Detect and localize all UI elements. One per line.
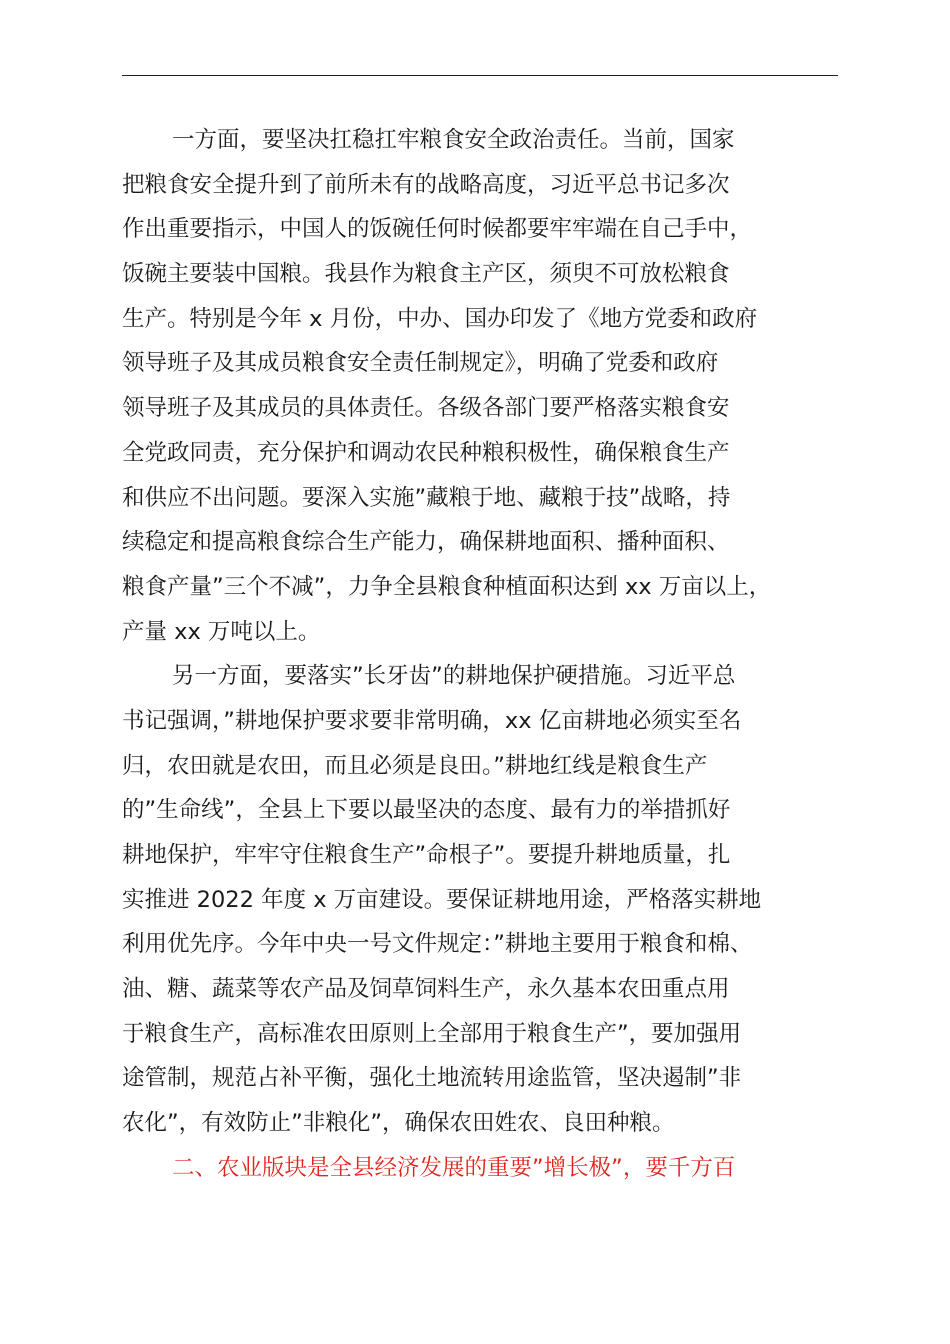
text-line: 另一方面，要落实”长牙齿”的耕地保护硬措施。习近平总 [172, 663, 736, 690]
text-line: 实推进 2022 年度 x 万亩建设。要保证耕地用途，严格落实耕地 [122, 886, 762, 913]
text-line: 饭碗主要装中国粮。我县作为粮食主产区，须臾不可放松粮食 [122, 261, 730, 288]
text-line: 书记强调，”耕地保护要求要非常明确，xx 亿亩耕地必须实至名 [122, 707, 742, 734]
document-body [122, 118, 838, 1191]
text-line: 领导班子及其成员的具体责任。各级各部门要严格落实粮食安 [122, 395, 730, 422]
paragraph-one-side [122, 118, 838, 654]
text-line: 生产。特别是今年 x 月份，中办、国办印发了《地方党委和政府 [122, 305, 758, 332]
text-line: 途管制，规范占补平衡，强化土地流转用途监管，坚决遏制”非 [122, 1065, 742, 1092]
text-line: 利用优先序。今年中央一号文件规定：”耕地主要用于粮食和棉、 [122, 931, 753, 958]
text-line: 农化”，有效防止”非粮化”，确保农田姓农、良田种粮。 [122, 1110, 675, 1137]
section-heading [122, 1146, 838, 1191]
text-line: 和供应不出问题。要深入实施”藏粮于地、藏粮于技”战略，持 [122, 484, 731, 511]
text-line: 一方面，要坚决扛稳扛牢粮食安全政治责任。当前，国家 [172, 127, 735, 153]
text-line: 油、糖、蔬菜等农产品及饲草饲料生产，永久基本农田重点用 [122, 976, 730, 1003]
text-line: 的”生命线”，全县上下要以最坚决的态度、最有力的举措抓好 [122, 797, 731, 824]
text-line: 作出重要指示，中国人的饭碗任何时候都要牢牢端在自己手中， [122, 216, 753, 243]
text-line: 续稳定和提高粮食综合生产能力，确保耕地面积、播种面积、 [122, 529, 730, 556]
text-line: 耕地保护，牢牢守住粮食生产”命根子”。要提升耕地质量，扎 [122, 842, 731, 868]
text-line: 把粮食安全提升到了前所未有的战略高度，习近平总书记多次 [122, 171, 730, 198]
text-line: 归，农田就是农田，而且必须是良田。”耕地红线是粮食生产 [122, 752, 708, 779]
text-line: 领导班子及其成员粮食安全责任制规定》，明确了党委和政府 [122, 350, 719, 377]
heading-line: 二、农业版块是全县经济发展的重要”增长极”，要千方百 [172, 1154, 736, 1181]
text-line: 粮食产量”三个不减”，力争全县粮食种植面积达到 xx 万亩以上， [122, 573, 772, 600]
text-line: 产量 xx 万吨以上。 [122, 618, 321, 645]
paragraph-other-side [122, 654, 838, 1146]
text-line: 全党政同责，充分保护和调动农民种粮积极性，确保粮食生产 [122, 439, 730, 466]
text-line: 于粮食生产，高标准农田原则上全部用于粮食生产”，要加强用 [122, 1020, 742, 1047]
header-rule [122, 75, 838, 76]
